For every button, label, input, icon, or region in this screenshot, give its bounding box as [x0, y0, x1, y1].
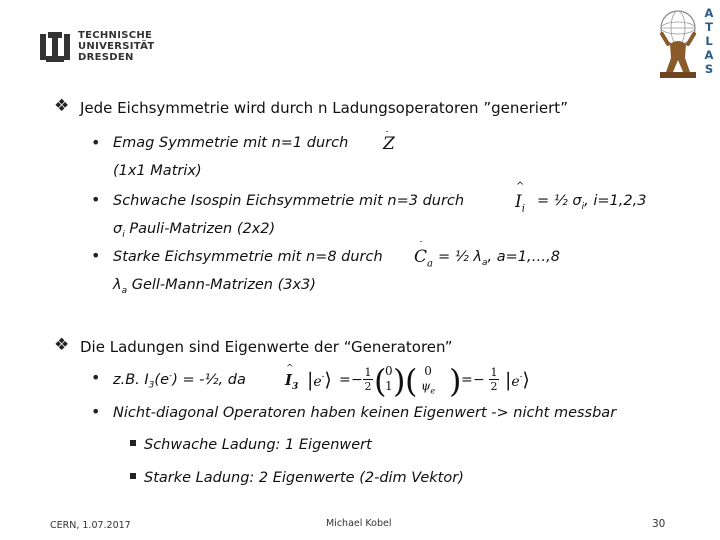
- matrix-left-paren: (: [374, 362, 387, 400]
- example-prefix: z.B. I: [113, 371, 149, 388]
- color-eq-half-lambda: = ½ λ: [438, 249, 483, 265]
- doublet-vector: [421, 364, 435, 398]
- color-operator-index: a: [427, 258, 433, 270]
- vector-left-paren: (: [405, 362, 418, 400]
- formula-half-1-den: 2: [364, 380, 372, 393]
- atlas-wordmark: [702, 6, 716, 76]
- gell-mann-lambda: λ: [113, 277, 122, 293]
- color-operator-symbol: C: [414, 247, 428, 267]
- bullet-1-2-text: Schwache Isospin Eichsymmetrie mit n=3 durch: [113, 193, 465, 209]
- tu-dresden-emblem-icon: [38, 30, 72, 64]
- example-i3-index: 3: [148, 380, 155, 391]
- atlas-letter-a1: A: [704, 6, 714, 20]
- isospin-operator-symbol: I: [515, 192, 522, 212]
- atlas-letter-t: T: [705, 20, 713, 34]
- isospin-operator: [515, 192, 525, 214]
- bullet-2-2-1-text: Schwache Ladung: 1 Eigenwert: [144, 437, 372, 453]
- z-operator: Z: [383, 134, 395, 154]
- formula-ket-1: |e-⟩: [307, 369, 332, 391]
- bullet-1-1-continuation: (1x1 Matrix): [113, 163, 202, 179]
- example-tail: ) = -½, da: [172, 371, 246, 388]
- pauli-sigma-index: i: [122, 229, 125, 240]
- bullet-2-1-text: [113, 371, 246, 391]
- diagonal-matrix: [385, 364, 393, 394]
- diamond-bullet-icon: ❖: [54, 96, 70, 116]
- gell-mann-matrices-text: Gell-Mann-Matrizen (3x3): [131, 277, 316, 293]
- round-bullet-icon: •: [91, 190, 101, 209]
- atlas-letter-l: L: [705, 34, 713, 48]
- round-bullet-icon: •: [91, 368, 101, 387]
- formula-half-1-num: 1: [364, 366, 372, 379]
- formula-half-2-den: 2: [490, 380, 498, 393]
- matrix-bottom: 1: [385, 379, 393, 393]
- operator-hat-icon: ^: [286, 364, 294, 374]
- page-number: 30: [652, 518, 666, 530]
- operator-hat-icon: ˶: [386, 127, 389, 135]
- isospin-operator-index: i: [521, 203, 525, 215]
- formula-ket-2: |e-⟩: [505, 369, 530, 391]
- bullet-1-3-continuation: [113, 277, 316, 296]
- formula-ket-2-charge: -: [519, 371, 523, 381]
- example-electron-charge: -: [168, 371, 173, 381]
- tud-line-1: TECHNISCHE: [78, 30, 153, 41]
- atlas-letter-a2: A: [704, 48, 714, 62]
- formula-half-2: [489, 366, 499, 393]
- color-operator: [414, 247, 433, 269]
- example-electron: (e: [154, 371, 169, 388]
- bullet-2-2-2-text: Starke Ladung: 2 Eigenwerte (2-dim Vektor): [144, 470, 464, 486]
- color-eq-tail: , a=1,…,8: [487, 249, 560, 265]
- eigenvalue-formula: [283, 364, 568, 398]
- color-eq-lambda-index: a: [482, 257, 488, 268]
- footer-author: Michael Kobel: [326, 518, 392, 529]
- tu-dresden-logo: [38, 22, 163, 74]
- vector-bottom-index: e: [430, 386, 436, 396]
- footer-date: CERN, 1.07.2017: [50, 520, 131, 531]
- vector-bottom-psi: ψ: [421, 379, 431, 393]
- formula-i3-symbol: I: [285, 371, 293, 389]
- formula-ket-1-e: e: [313, 374, 322, 390]
- round-bullet-icon: •: [91, 402, 101, 421]
- tud-line-3: DRESDEN: [78, 52, 134, 63]
- square-bullet-icon: [130, 473, 136, 479]
- pauli-matrices-text: Pauli-Matrizen (2x2): [129, 221, 276, 237]
- operator-hat-icon: ^: [516, 181, 525, 192]
- formula-eq-1: =: [339, 372, 351, 388]
- bullet-1-text: Jede Eichsymmetrie wird durch n Ladungsoperatoren ”generiert”: [80, 99, 568, 117]
- formula-eq-2: =: [461, 372, 473, 388]
- formula-i3-index: 3: [292, 382, 299, 392]
- bullet-2-text: Die Ladungen sind Eigenwerte der “Generatoren”: [80, 338, 453, 356]
- bullet-1-3-text: Starke Eichsymmetrie mit n=8 durch: [113, 249, 383, 265]
- vector-bottom: [421, 379, 435, 398]
- gell-mann-lambda-index: a: [121, 285, 128, 296]
- bullet-1-2-equation: [537, 193, 646, 212]
- tu-dresden-wordmark: [78, 30, 155, 63]
- formula-half-2-num: 1: [490, 366, 498, 379]
- matrix-top: 0: [385, 364, 393, 378]
- pauli-sigma: σ: [113, 221, 123, 237]
- vector-top: 0: [424, 364, 432, 378]
- vector-right-paren: ): [449, 362, 462, 400]
- formula-i3-operator: [285, 371, 298, 392]
- formula-minus-2: −: [473, 372, 485, 388]
- square-bullet-icon: [130, 440, 136, 446]
- formula-minus-1: −: [351, 372, 363, 388]
- matrix-right-paren: ): [393, 362, 406, 400]
- atlas-letter-s: S: [704, 62, 714, 76]
- bullet-1-1-text: Emag Symmetrie mit n=1 durch: [113, 135, 349, 151]
- tud-line-2: UNIVERSITÄT: [78, 41, 155, 52]
- bullet-1-3-equation: [438, 249, 560, 268]
- round-bullet-icon: •: [91, 133, 101, 152]
- formula-ket-1-charge: -: [321, 371, 325, 381]
- bullet-1-2-continuation: [113, 221, 275, 240]
- atlas-figure-icon: [652, 8, 704, 80]
- isospin-eq-tail: , i=1,2,3: [584, 193, 647, 209]
- formula-half-1: [363, 366, 373, 393]
- round-bullet-icon: •: [91, 246, 101, 265]
- operator-hat-icon: ˶: [420, 237, 423, 245]
- formula-ket-2-e: e: [511, 374, 520, 390]
- bullet-2-2-text: Nicht-diagonal Operatoren haben keinen Eigenwert -> nicht messbar: [113, 405, 617, 421]
- isospin-eq-sigma-index: i: [581, 201, 585, 212]
- isospin-eq-half-sigma: = ½ σ: [537, 193, 582, 209]
- diamond-bullet-icon: ❖: [54, 335, 70, 355]
- atlas-logo: [652, 6, 718, 80]
